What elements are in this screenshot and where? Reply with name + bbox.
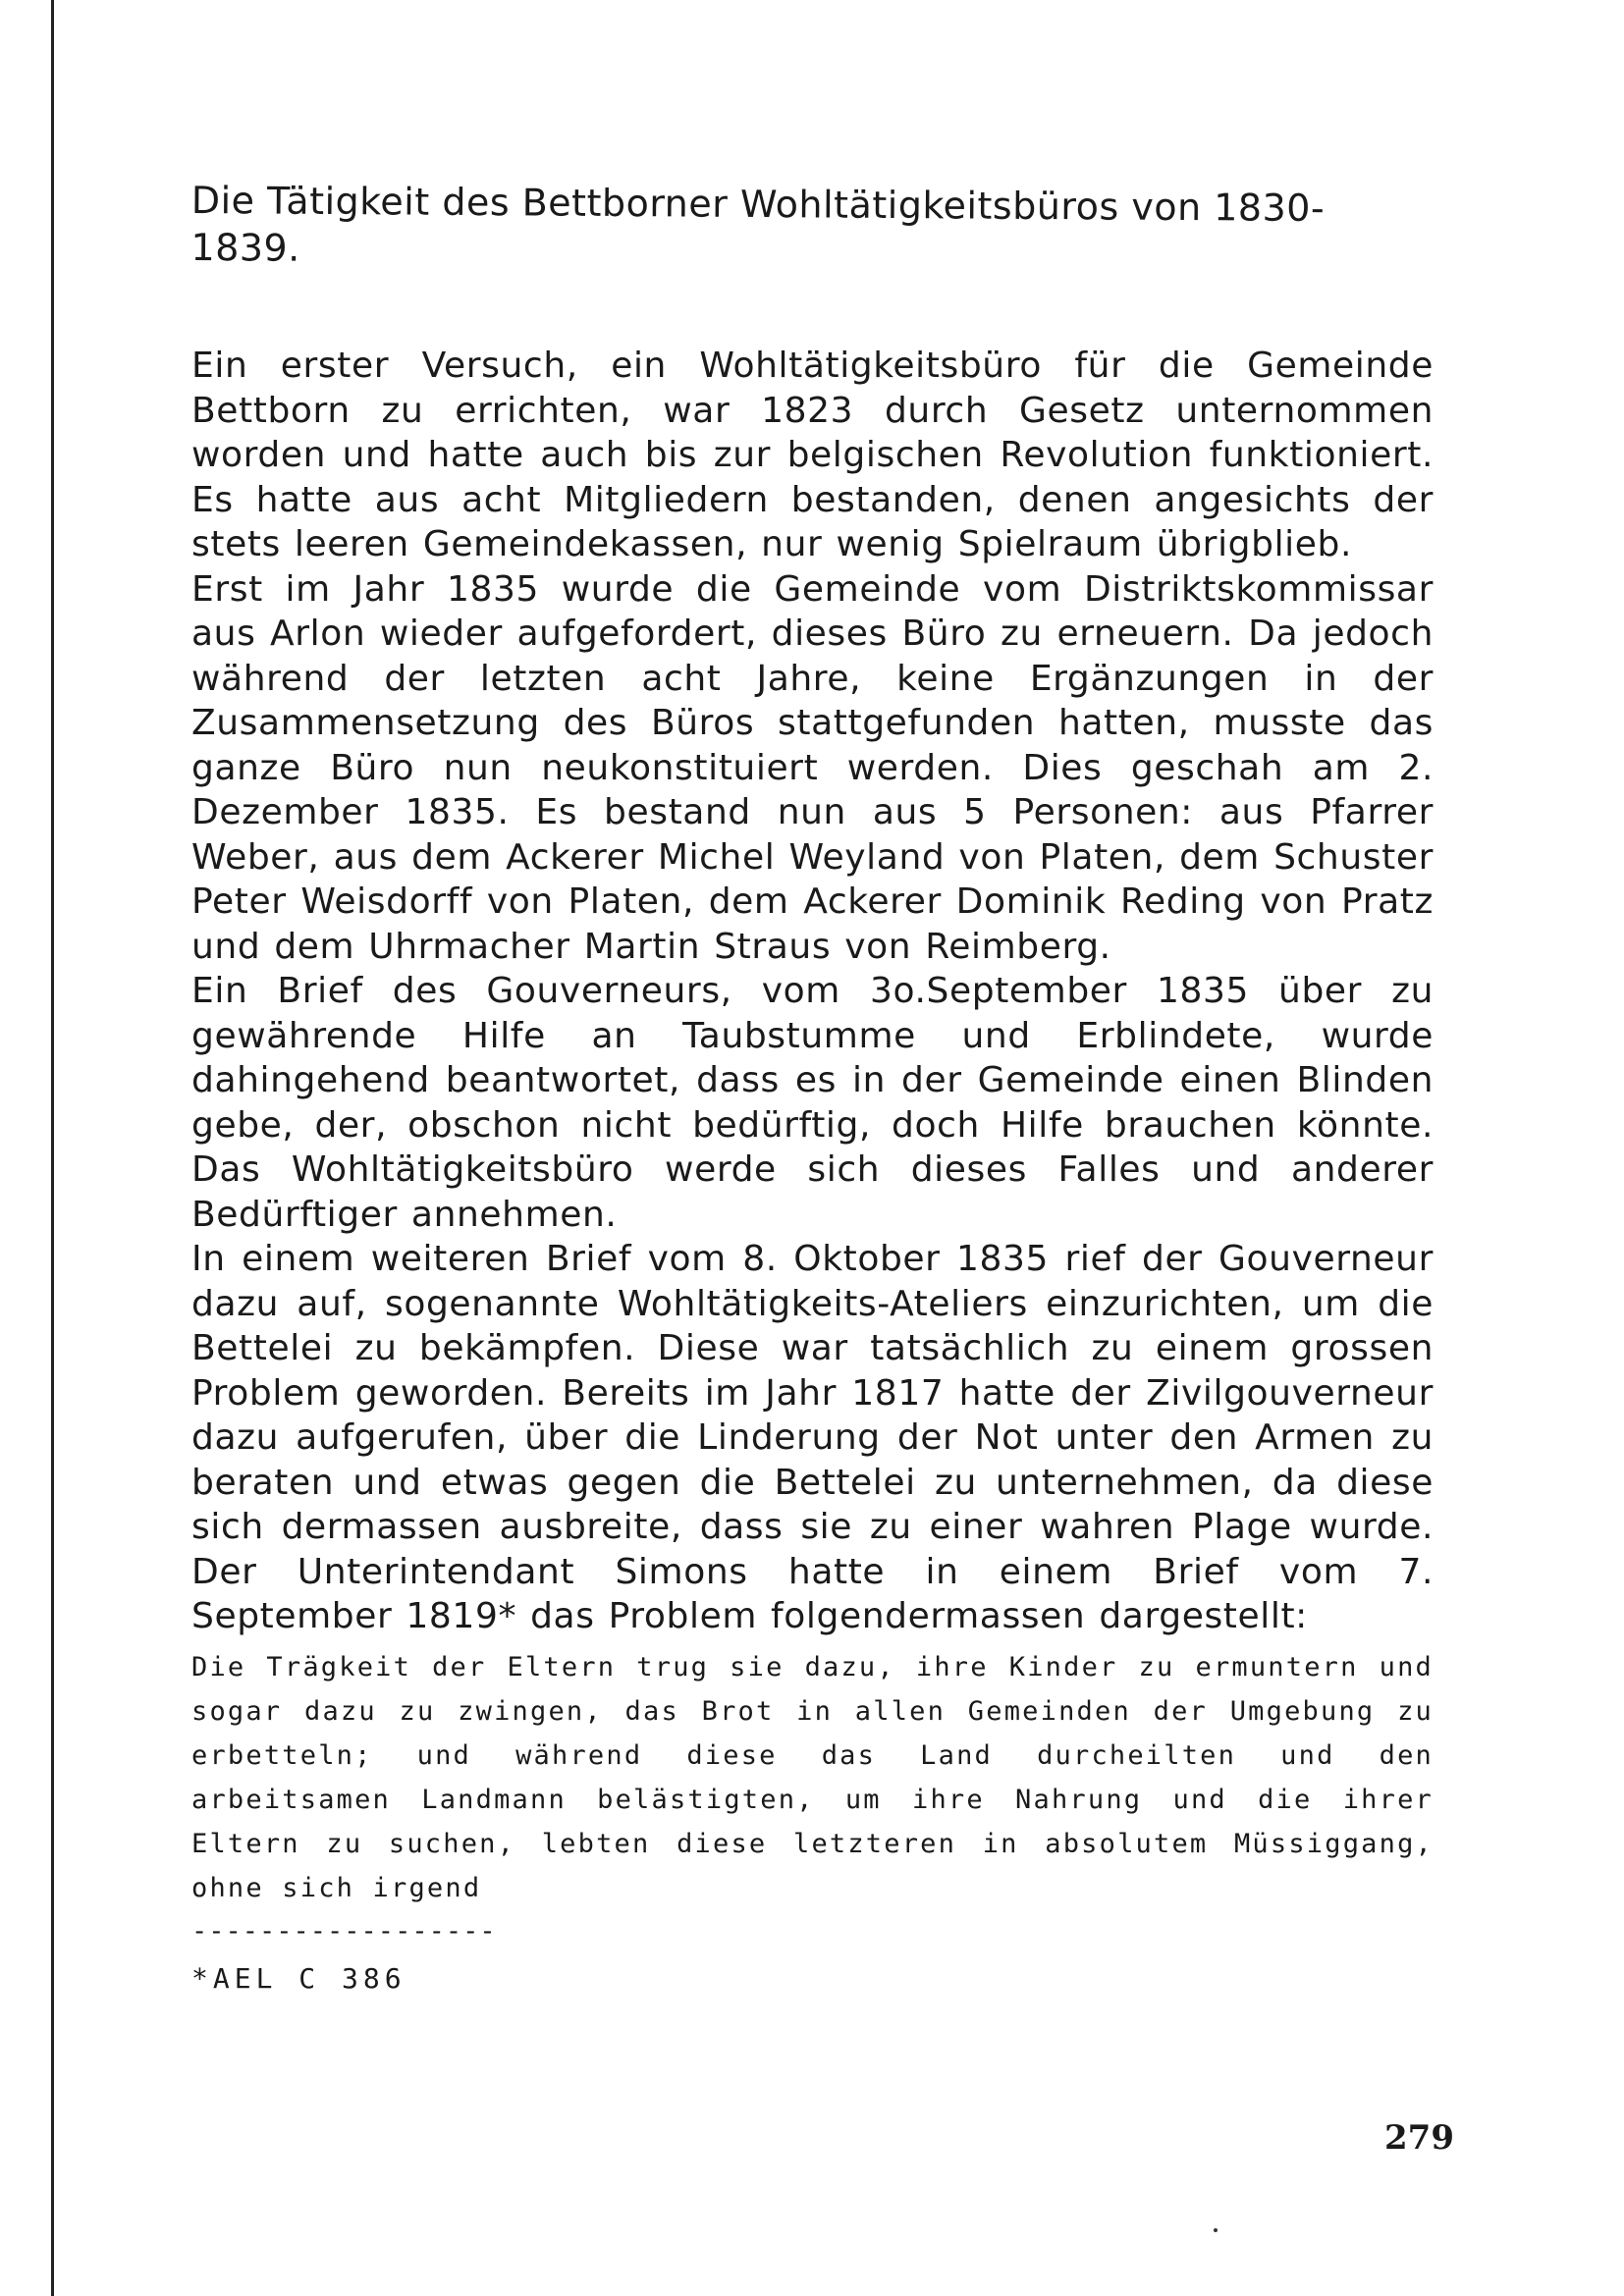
footnote-separator: ------------------ (191, 1915, 497, 1947)
paragraph-4: In einem weiteren Brief vom 8. Oktober 1835 rief der Gouverneur dazu auf, sogenannte Wohltätigkeits-Ateliers einzurichten, um die Bettelei zu bekämpfen. Diese war tatsächlich zu einem grossen Problem geworden. Bereits im Jahr 1817 hatte der Zivilgouverneur dazu aufgerufen, über die Linderung der Not unter den Armen zu beraten und etwas gegen die Bettelei zu unternehmen, da diese sich dermassen ausbreite, dass sie zu einer wahren Plage wurde. Der Unterintendant Simons hatte in einem Brief vom 7. September 1819* das Problem folgendermassen dargestellt: (191, 1239, 1434, 1636)
paragraph-3: Ein Brief des Gouverneurs, vom 3o.September 1835 über zu gewährende Hilfe an Taubstumme und Erblindete, wurde dahingehend beantwortet, dass es in der Gemeinde einen Blinden gebe, der, obschon nicht bedürftig, doch Hilfe brauchen könnte. Das Wohltätigkeitsbüro werde sich dieses Falles und anderer Bedürftiger annehmen. (191, 971, 1434, 1235)
page-number: 279 (1384, 2118, 1454, 2158)
body-text (191, 344, 1434, 1639)
scan-page-edge (51, 0, 54, 2296)
paragraph-1: Ein erster Versuch, ein Wohltätigkeitsbüro für die Gemeinde Bettborn zu errichten, war 1823 durch Gesetz unternommen worden und hatte auch bis zur belgischen Revolution funktioniert. Es hatte aus acht Mitgliedern bestanden, denen angesichts der stets leeren Gemeindekassen, nur wenig Spielraum übrigblieb. (191, 346, 1434, 564)
footnote: *AEL C 386 (191, 1961, 406, 1995)
quotation: Die Trägkeit der Eltern trug sie dazu, ihre Kinder zu ermuntern und sogar dazu zu zwingen, das Brot in allen Gemeinden der Umgebung zu erbetteln; und während diese das Land durcheilten und den arbeitsamen Landmann belästigten, um ihre Nahrung und die ihrer Eltern zu suchen, lebten diese letzteren in absolutem Müssiggang, ohne sich irgend (191, 1651, 1434, 1903)
page-title: Die Tätigkeit des Bettborner Wohltätigkeitsbüros von 1830-1839. (190, 178, 1326, 270)
page-content (191, 177, 1434, 1999)
scan-speck (1214, 2228, 1218, 2232)
paragraph-2: Erst im Jahr 1835 wurde die Gemeinde vom Distriktskommissar aus Arlon wieder aufgefordert, dieses Büro zu erneuern. Da jedoch während der letzten acht Jahre, keine Ergänzungen in der Zusammensetzung des Büros stattgefunden hatten, musste das ganze Büro nun neukonstituiert werden. Dies geschah am 2. Dezember 1835. Es bestand nun aus 5 Personen: aus Pfarrer Weber, aus dem Ackerer Michel Weyland von Platen, dem Schuster Peter Weisdorff von Platen, dem Ackerer Dominik Reding von Pratz und dem Uhrmacher Martin Straus von Reimberg. (191, 568, 1434, 967)
